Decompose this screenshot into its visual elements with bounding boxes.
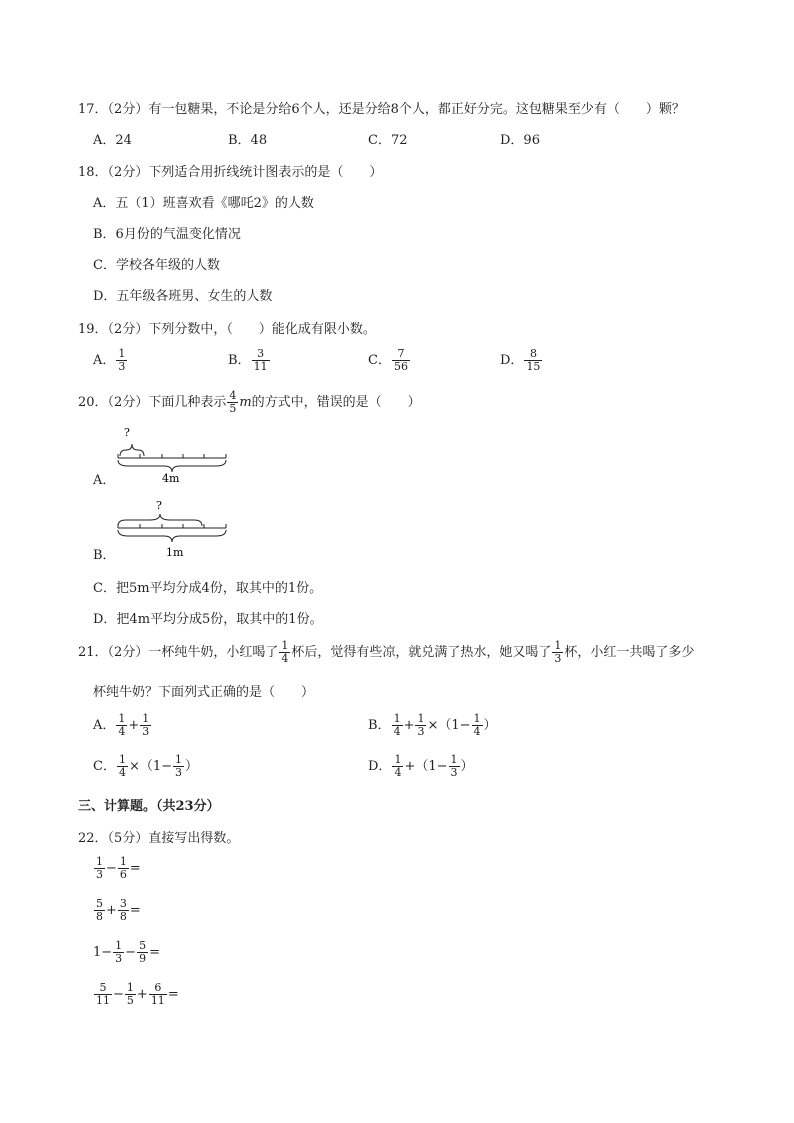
fraction: $\frac{8}{15}$ (526, 347, 541, 373)
q18-option-b: B．6月份的气温变化情况 (93, 227, 241, 242)
q20-b-top-brace (118, 514, 202, 526)
q20-a-length: 4m (162, 472, 180, 485)
fraction: $\frac{3}{11}$ (253, 347, 268, 373)
q17-option-d: D．96 (500, 133, 540, 148)
q21-option-b: B． $\frac{1}{4}$ + $\frac{1}{3}$ ×（1− $\frac{1}{4}$ ） (368, 712, 497, 738)
fraction: $\frac{1}{3}$ (142, 712, 150, 738)
q20-option-a-diagram (112, 424, 232, 488)
q20-b-bottom-brace (118, 530, 226, 542)
fraction: $\frac{1}{4}$ (281, 639, 289, 665)
section-3-title: 三、计算题。（共23分） (78, 799, 220, 814)
q20-b-length: 1m (166, 546, 184, 559)
fraction: $\frac{1}{4}$ (118, 753, 126, 779)
fraction: $\frac{1}{3}$ (450, 753, 458, 779)
fraction: $\frac{1}{4}$ (394, 753, 402, 779)
fraction: $\frac{4}{5}$ (229, 389, 237, 415)
q20-a-question: ? (124, 426, 130, 439)
fraction: $\frac{1}{3}$ (417, 712, 425, 738)
fraction: $\frac{1}{3}$ (118, 347, 126, 373)
fraction: $\frac{6}{11}$ (150, 981, 165, 1007)
q21-option-d: D． $\frac{1}{4}$ +（1− $\frac{1}{3}$ ） (368, 753, 474, 779)
q20-option-a-label: A． (93, 473, 116, 488)
q17-option-a: A．24 (93, 133, 132, 148)
q22-stem: 22．（5分）直接写出得数。 (78, 831, 240, 846)
q19-option-b: B． $\frac{3}{11}$ (228, 347, 268, 373)
fraction: $\frac{7}{56}$ (393, 347, 408, 373)
q22-expr-3: 1− $\frac{1}{3}$ − $\frac{5}{9}$ = (93, 939, 160, 965)
q17-option-b: B．48 (228, 133, 268, 148)
fraction: $\frac{1}{4}$ (118, 712, 126, 738)
q19-option-a: A． $\frac{1}{3}$ (93, 347, 126, 373)
q19-stem: 19．（2分）下列分数中，（ ）能化成有限小数。 (78, 322, 376, 337)
q20-b-question: ? (156, 499, 162, 512)
fraction: $\frac{5}{8}$ (96, 897, 103, 923)
q17-option-c: C．72 (368, 133, 408, 148)
fraction: $\frac{5}{9}$ (139, 939, 147, 965)
fraction: $\frac{3}{8}$ (119, 897, 127, 923)
q18-option-c: C．学校各年级的人数 (93, 258, 220, 273)
q22-expr-2: $\frac{5}{8}$ + $\frac{3}{8}$ = (96, 897, 141, 923)
q21-stem-line1: 21．（2分）一杯纯牛奶，小红喝了 $\frac{1}{4}$ 杯后，觉得有些凉，就兑满了热水，她又喝了 $\frac{1}{3}$ 杯，小红一共喝了多少 (78, 639, 695, 665)
fraction: $\frac{1}{3}$ (554, 639, 562, 665)
q20-option-b-label: B． (93, 548, 116, 563)
q20-a-bottom-brace (118, 460, 226, 472)
q21-stem-line2: 杯纯牛奶？下面列式正确的是（ ） (93, 685, 315, 700)
q22-expr-1: $\frac{1}{3}$ − $\frac{1}{6}$ = (96, 855, 141, 881)
q19-option-d: D． $\frac{8}{15}$ (500, 347, 541, 373)
q18-option-d: D．五年级各班男、女生的人数 (93, 289, 273, 304)
q20-option-c: C．把5m平均分成4份，取其中的1份。 (93, 581, 323, 596)
fraction: $\frac{1}{3}$ (96, 855, 103, 881)
q21-option-c: C． $\frac{1}{4}$ ×（1− $\frac{1}{3}$ ） (93, 753, 199, 779)
fraction: $\frac{1}{4}$ (473, 712, 481, 738)
fraction: $\frac{1}{5}$ (126, 981, 134, 1007)
q18-option-a: A．五（1）班喜欢看《哪吒2》的人数 (93, 196, 314, 211)
fraction: $\frac{5}{11}$ (96, 981, 110, 1007)
q20-option-b-diagram (112, 496, 232, 562)
q17-stem: 17．（2分）有一包糖果，不论是分给6个人，还是分给8个人，都正好分完。这包糖果至少有（ ）颗？ (78, 102, 685, 117)
q21-option-a: A． $\frac{1}{4}$ + $\frac{1}{3}$ (93, 712, 150, 738)
q20-stem: 20．（2分）下面几种表示 $\frac{4}{5}$ m 的方式中，错误的是（ ） (78, 389, 421, 415)
fraction: $\frac{1}{3}$ (175, 753, 183, 779)
fraction: $\frac{1}{6}$ (119, 855, 127, 881)
q20-option-d: D．把4m平均分成5份，取其中的1份。 (93, 612, 323, 627)
fraction: $\frac{1}{3}$ (115, 939, 123, 965)
q19-option-c: C． $\frac{7}{56}$ (368, 347, 408, 373)
q18-stem: 18．（2分）下列适合用折线统计图表示的是（ ） (78, 165, 383, 180)
fraction: $\frac{1}{4}$ (393, 712, 401, 738)
q22-expr-4: $\frac{5}{11}$ − $\frac{1}{5}$ + $\frac{6}{11}$ = (96, 981, 179, 1007)
